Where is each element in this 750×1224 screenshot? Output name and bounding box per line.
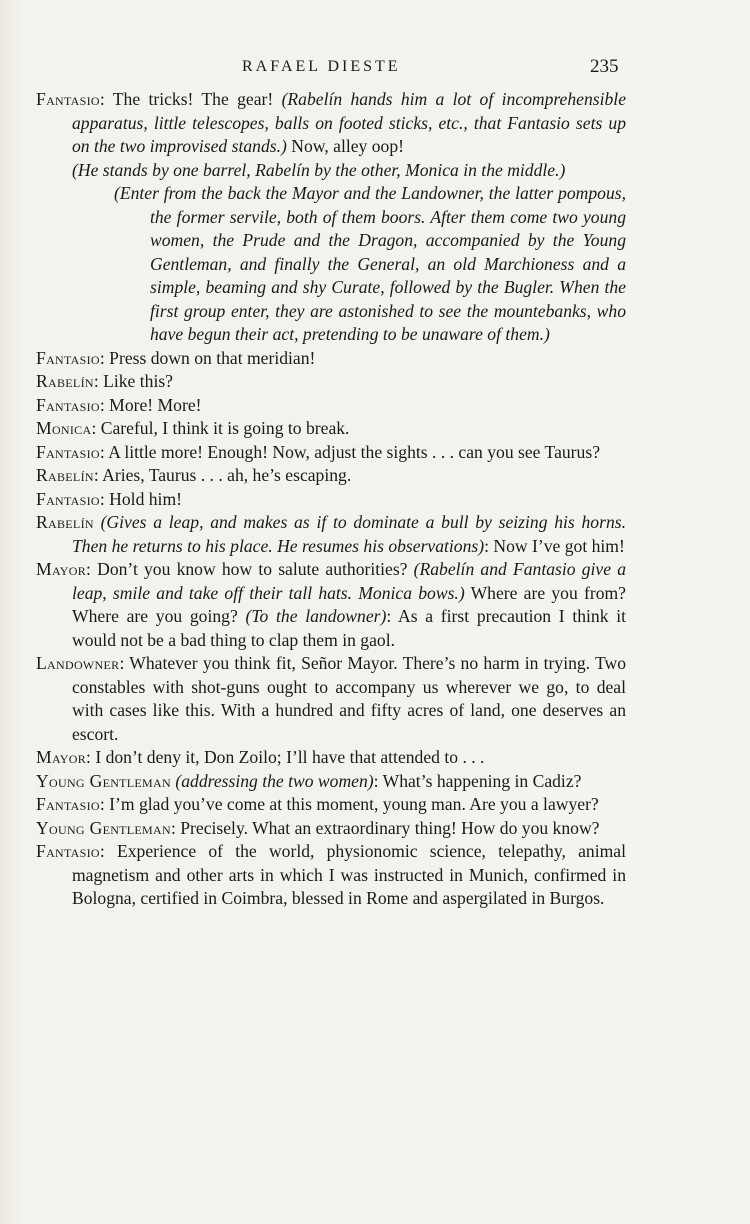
speech-text: : Hold him! <box>99 488 182 509</box>
stage-direction-text: (addressing the two women) <box>175 770 374 791</box>
stage-direction-text: (Gives a leap, and makes as if to dominate a bull by seizing his horns. Then he returns to his place. He resumes his observations) <box>72 512 626 556</box>
speech-text: : Aries, Taurus . . . ah, he’s escaping. <box>93 465 352 485</box>
speech-text: : Press down on that meridian! <box>99 347 316 368</box>
stage-direction <box>36 182 626 347</box>
speaker-name: Rabelín <box>36 371 94 391</box>
speech-text: : I’m glad you’ve come at this moment, young man. Are you a lawyer? <box>99 794 599 814</box>
speaker-name: Fantasio <box>36 347 100 368</box>
speech-text: : Precisely. What an extraordinary thing! How do you know? <box>170 817 600 838</box>
speaker-name: Fantasio <box>36 488 100 509</box>
speaker-name: Young Gentleman <box>36 770 171 791</box>
speech-text: : Now I’ve got him! <box>484 535 625 556</box>
speaker-name: Fantasio <box>36 794 100 814</box>
speaker-name: Landowner <box>36 653 120 673</box>
speech-text: : Careful, I think it is going to break. <box>91 418 350 438</box>
speech-text: : I don’t deny it, Don Zoilo; I’ll have that attended to . . . <box>86 747 485 767</box>
dialogue-line <box>36 746 626 770</box>
stage-direction <box>36 159 626 183</box>
dialogue-line <box>36 652 626 746</box>
speaker-name: Fantasio <box>36 441 100 462</box>
stage-direction-text: (To the landowner) <box>245 606 387 626</box>
speech-text: : A little more! Enough! Now, adjust the sights . . . can you see Taurus? <box>99 441 600 462</box>
speech-text: : The tricks! The gear! <box>99 89 282 109</box>
speaker-name: Young Gentleman <box>36 817 171 838</box>
dialogue-line <box>36 347 626 371</box>
dialogue-line <box>36 370 626 394</box>
dialogue-line <box>36 417 626 441</box>
running-title: RAFAEL DIESTE <box>242 58 401 75</box>
speech-text: Where are you from? Where are you going? <box>72 582 626 626</box>
speech-text: : What’s happening in Cadiz? <box>373 770 582 791</box>
speech-text: : Whatever you think fit, Señor Mayor. There’s no harm in trying. Two constables with shot-guns ought to accompany us wherever we go, to deal with cases like this. With a hundred and fifty acres of land, one deserves an escort. <box>72 653 626 744</box>
speaker-name: Rabelín <box>36 465 94 485</box>
dialogue-line <box>36 464 626 488</box>
speech-text: : Don’t you know how to salute authorities? <box>86 559 414 579</box>
dialogue-line <box>36 770 626 794</box>
speech-text: : More! More! <box>99 394 202 415</box>
stage-direction-text: (Rabelín and Fantasio give a leap, smile and take off their tall hats. Monica bows.) <box>72 559 626 603</box>
dialogue-line <box>36 88 626 159</box>
speech-text <box>94 512 101 532</box>
speaker-name: Fantasio <box>36 394 100 415</box>
speaker-name: Rabelín <box>36 512 94 532</box>
speaker-name: Mayor <box>36 747 87 767</box>
dialogue-line <box>36 394 626 418</box>
speaker-name: Fantasio <box>36 841 100 861</box>
dialogue-line <box>36 511 626 558</box>
speech-text: : Experience of the world, physionomic science, telepathy, animal magnetism and other arts in which I was instructed in Munich, confirmed in Bologna, certified in Coimbra, blessed in Rome and aspergilated in Burgos. <box>72 841 626 908</box>
page-number: 235 <box>590 56 619 77</box>
speaker-name: Monica <box>36 418 92 438</box>
speech-text: : Like this? <box>93 371 173 391</box>
speaker-name: Fantasio <box>36 89 100 109</box>
dialogue-line <box>36 558 626 652</box>
dialogue-line <box>36 441 626 465</box>
speech-text: : As a first precaution I think it would not be a bad thing to clap them in gaol. <box>72 606 626 650</box>
dialogue-line <box>36 488 626 512</box>
stage-direction-text: (He stands by one barrel, Rabelín by the other, Monica in the middle.) <box>72 159 566 180</box>
running-head <box>0 58 750 82</box>
dialogue-line <box>36 840 626 911</box>
speaker-name: Mayor <box>36 559 87 579</box>
speech-text: Now, alley oop! <box>286 136 404 156</box>
stage-direction-text: (Rabelín hands him a lot of incomprehensible apparatus, little telescopes, balls on footed sticks, etc., that Fantasio sets up on the two improvised stands.) <box>72 89 626 156</box>
dialogue-line <box>36 817 626 841</box>
stage-direction-text: (Enter from the back the Mayor and the Landowner, the latter pompous, the former servile, both of them boors. After them come two young women, the Prude and the Dragon, accompanied by the Young Gentleman, and finally the General, an old Marchioness and a simple, beaming and shy Curate, followed by the Bugler. When the first group enter, they are astonished to see the mountebanks, who have begun their act, pretending to be unaware of them.) <box>114 183 626 344</box>
dialogue-line <box>36 793 626 817</box>
play-text <box>36 88 626 911</box>
